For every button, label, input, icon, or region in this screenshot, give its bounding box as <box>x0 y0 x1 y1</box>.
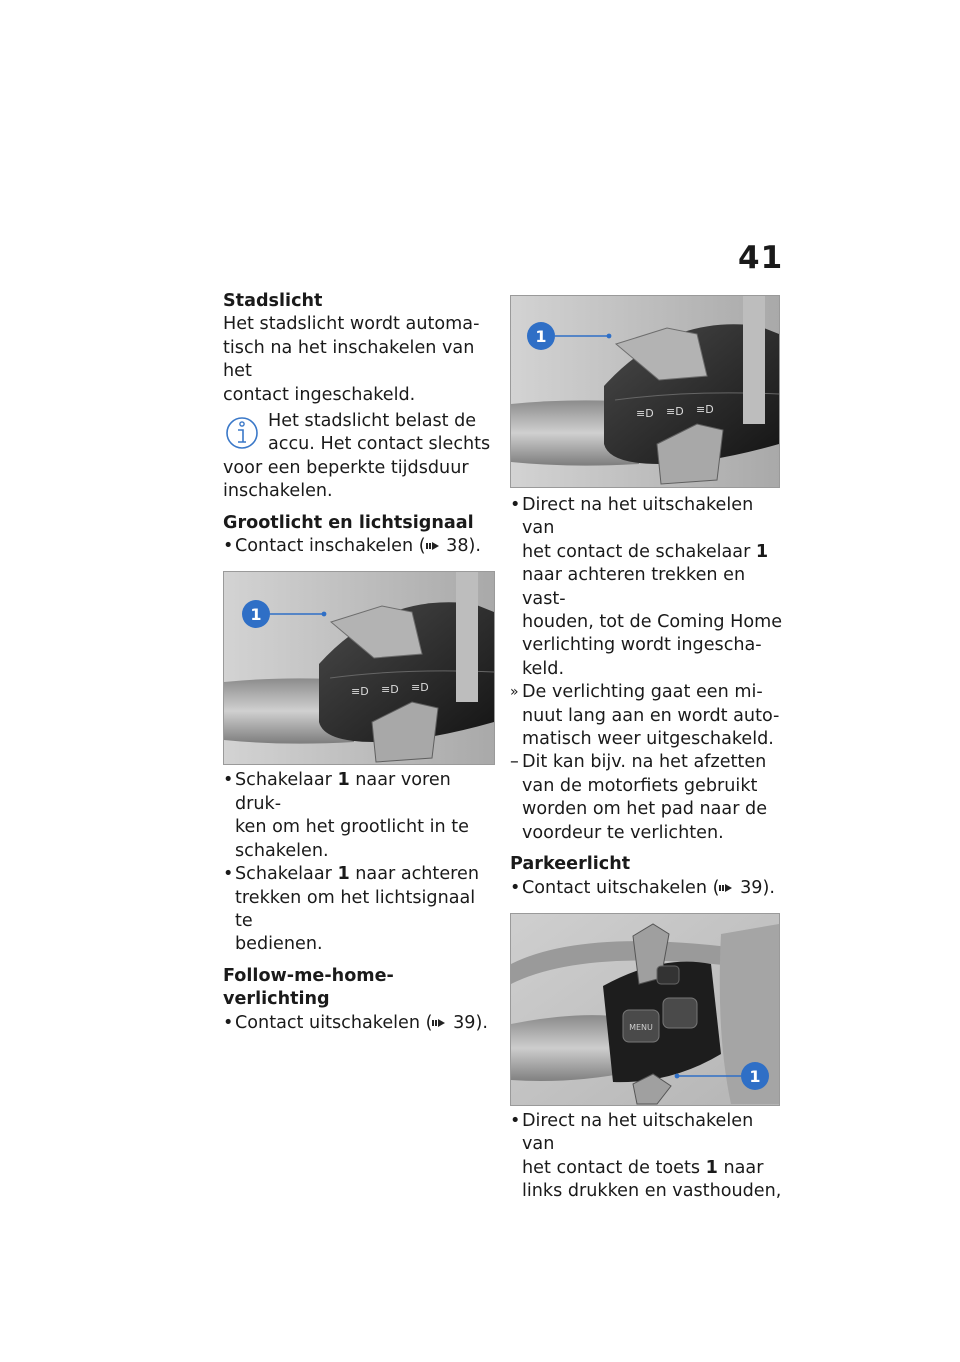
callout-1: 1 <box>749 1066 761 1086</box>
result-item: » De verlichting gaat een mi- nuut lang aan en wordt auto- matisch weer uitgeschakeld. <box>510 682 780 750</box>
stadslicht-line-1: Het stadslicht wordt automa- <box>223 314 480 335</box>
step-text: Contact inschakelen ( <box>235 536 426 557</box>
dash-text: voordeur te verlichten. <box>522 822 724 843</box>
bullet-text: links drukken en vasthouden, <box>522 1181 782 1202</box>
result-text: matisch weer uitgeschakeld. <box>522 729 774 750</box>
svg-text:≡D: ≡D <box>696 403 714 416</box>
figure-high-beam-switch <box>223 571 495 765</box>
list-item: • Contact uitschakelen ( 39). <box>510 877 775 898</box>
list-item: • Direct na het uitschakelen van het contact de schakelaar 1 naar achteren trekken en vast- houden, tot de Coming Home verlichting wordt ingescha- keld. <box>510 495 783 679</box>
dash-item: – Dit kan bijv. na het afzetten van de motorfiets gebruikt worden om het pad naar de voordeur te verlichten. <box>510 752 768 843</box>
reference-number: 1 <box>755 541 769 562</box>
figure-parking-light-switch <box>510 913 780 1106</box>
heading-stadslicht: Stadslicht <box>223 291 323 311</box>
stadslicht-line-3: contact ingeschakeld. <box>223 384 416 405</box>
bullet-text: Schakelaar <box>235 770 338 791</box>
result-text: nuut lang aan en wordt auto- <box>522 705 780 726</box>
bullet-text: bedienen. <box>235 934 323 955</box>
step-ref: 38). <box>446 536 482 557</box>
heading-grootlicht: Grootlicht en lichtsignaal <box>223 512 474 533</box>
callout-1: 1 <box>535 327 547 346</box>
dash-text: worden om het pad naar de <box>522 799 768 820</box>
reference-number: 1 <box>337 864 350 885</box>
bullet-text: trekken om het lichtsignaal te <box>235 887 476 931</box>
right-column <box>510 295 785 1204</box>
step-text: Contact uitschakelen ( <box>235 1012 433 1033</box>
reference-number: 1 <box>705 1157 718 1178</box>
result-text: De verlichting gaat een mi- <box>522 682 763 703</box>
step-ref: 39). <box>453 1012 488 1033</box>
bullet-text: naar voren druk- <box>235 770 451 814</box>
svg-text:≡D: ≡D <box>411 681 429 695</box>
note-line-2: accu. Het contact slechts <box>268 434 491 455</box>
svg-text:≡D: ≡D <box>381 683 399 697</box>
list-item: • Schakelaar 1 naar achteren trekken om het lichtsignaal te bedienen. <box>223 864 479 955</box>
bullet-text: naar <box>717 1157 764 1178</box>
bullet-text: Direct na het uitschakelen van <box>522 495 754 539</box>
bullet-text: schakelen. <box>235 840 329 861</box>
bullet-text: verlichting wordt ingescha- <box>522 635 762 656</box>
svg-text:≡D: ≡D <box>351 685 369 699</box>
note-line-3: voor een beperkte tijdsduur <box>223 457 469 478</box>
info-note <box>223 410 498 504</box>
page-number: 41 <box>738 240 784 276</box>
left-column <box>223 290 498 1035</box>
bullet-text: het contact de toets <box>522 1157 706 1178</box>
page-reference-arrow-icon <box>426 540 441 552</box>
dash-text: van de motorfiets gebruikt <box>522 775 758 796</box>
menu-label: MENU <box>629 1022 653 1032</box>
page-reference-arrow-icon <box>432 1017 447 1029</box>
step-ref: 39). <box>740 877 775 898</box>
page-reference-arrow-icon <box>719 882 734 894</box>
bullet-text: het contact de schakelaar <box>522 541 756 562</box>
heading-follow-me-home: Follow-me-home-verlichting <box>223 965 394 1010</box>
note-line-1: Het stadslicht belast de <box>268 411 477 432</box>
stadslicht-line-2: tisch na het inschakelen van het <box>223 337 475 382</box>
bullet-text: Schakelaar <box>235 864 338 885</box>
callout-1: 1 <box>250 605 262 625</box>
reference-number: 1 <box>337 770 350 791</box>
list-item: • Schakelaar 1 naar voren druk- ken om het grootlicht in te schakelen. <box>223 770 469 861</box>
svg-text:≡D: ≡D <box>666 405 684 418</box>
bullet-text: ken om het grootlicht in te <box>235 817 469 838</box>
list-item: • Direct na het uitschakelen van het contact de toets 1 naar links drukken en vasthouden, <box>510 1110 782 1202</box>
bullet-text: naar achteren <box>349 864 479 885</box>
note-line-4: inschakelen. <box>223 481 333 502</box>
list-item: • Contact uitschakelen ( 39). <box>223 1012 488 1033</box>
bullet-text: naar achteren trekken en vast- <box>522 565 746 609</box>
heading-parkeerlicht: Parkeerlicht <box>510 854 631 875</box>
list-item: • Contact inschakelen ( 38). <box>223 536 482 557</box>
figure-coming-home-switch <box>510 295 780 488</box>
bullet-text: houden, tot de Coming Home <box>522 612 783 633</box>
info-icon <box>223 414 263 454</box>
bullet-text: keld. <box>522 658 565 679</box>
step-text: Contact uitschakelen ( <box>522 877 720 898</box>
svg-text:≡D: ≡D <box>636 407 654 420</box>
dash-text: Dit kan bijv. na het afzetten <box>522 752 767 773</box>
bullet-text: Direct na het uitschakelen van <box>522 1110 754 1155</box>
